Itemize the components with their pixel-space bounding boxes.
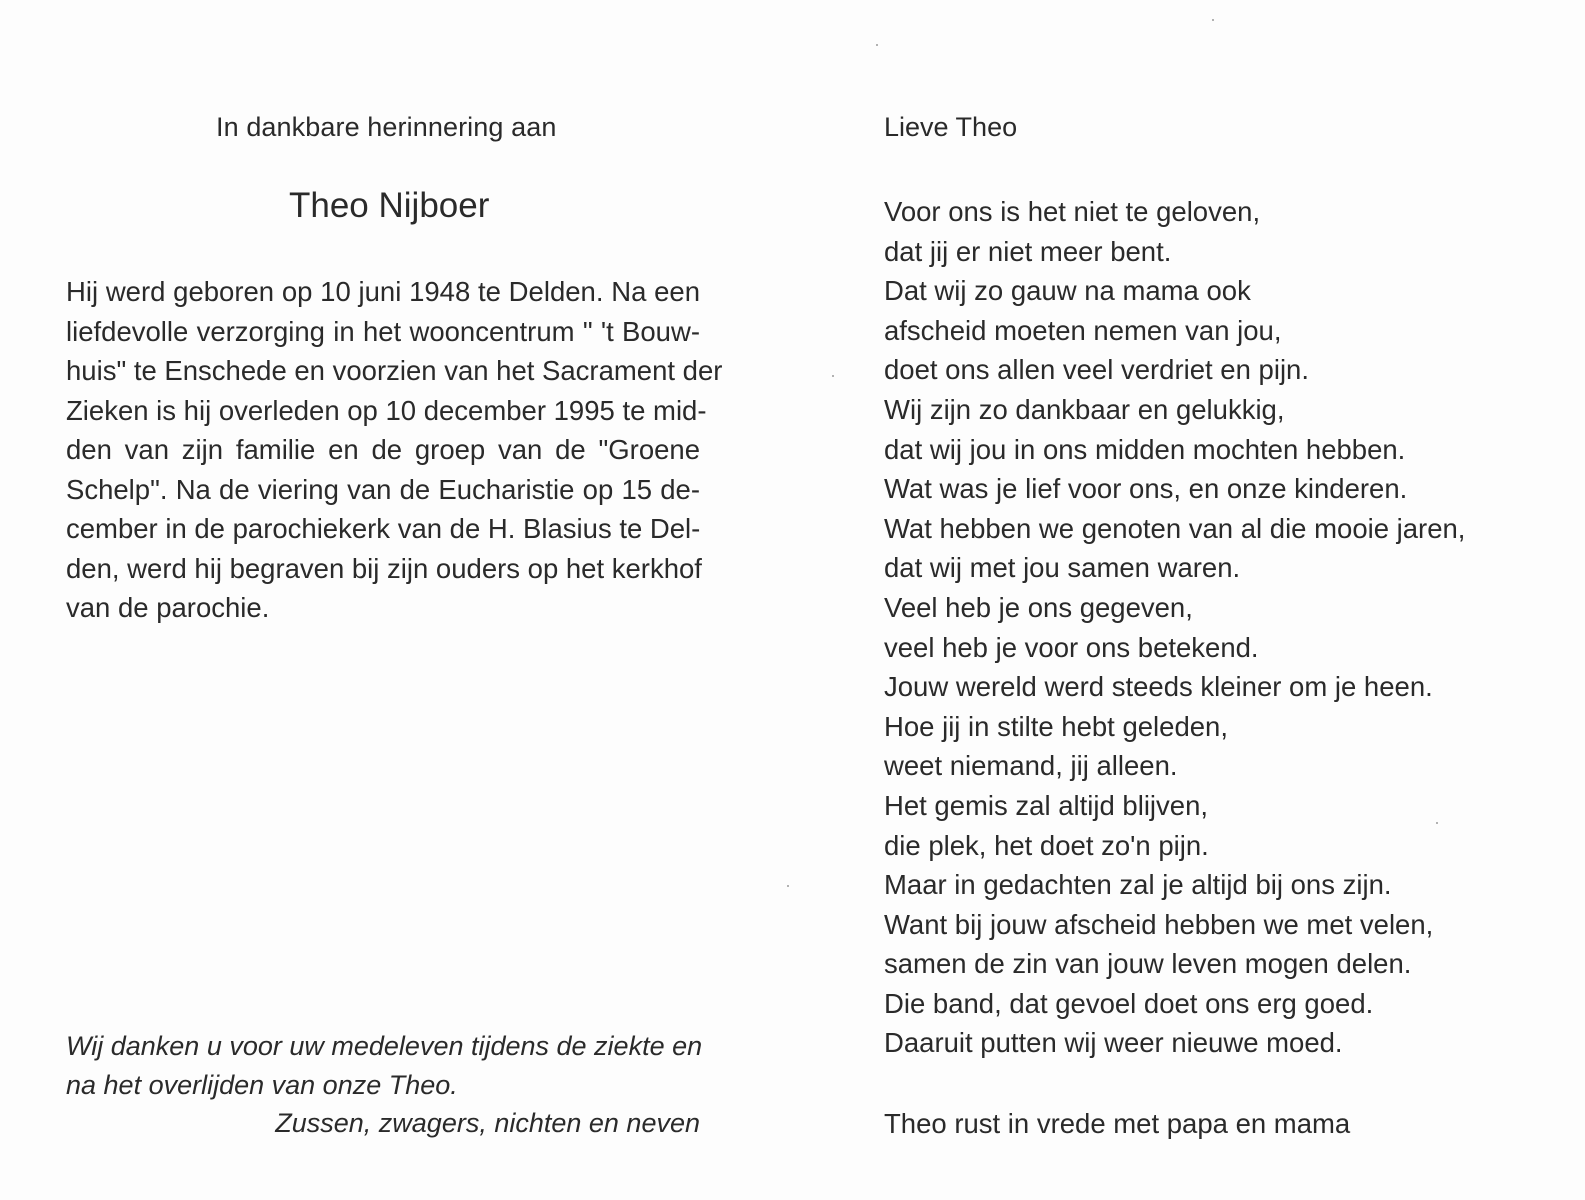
poem-line: veel heb je voor ons betekend. bbox=[884, 631, 1259, 663]
bio-line: huis" te Enschede en voorzien van het Sacrament der bbox=[66, 355, 723, 386]
paper-speck bbox=[832, 375, 834, 377]
bio-line: Schelp". Na de viering van de Eucharistie op 15 de- bbox=[66, 473, 700, 505]
bio-line: cember in de parochiekerk van de H. Blasius te Del- bbox=[66, 513, 701, 544]
paper-speck bbox=[1212, 19, 1214, 21]
poem-line: dat wij jou in ons midden mochten hebben. bbox=[884, 433, 1406, 465]
poem-line: die plek, het doet zo'n pijn. bbox=[884, 829, 1209, 861]
poem-line: Hoe jij in stilte hebt geleden, bbox=[884, 710, 1228, 742]
poem bbox=[884, 192, 1465, 1063]
paper-speck bbox=[787, 885, 789, 887]
poem-line: dat wij met jou samen waren. bbox=[884, 552, 1241, 584]
paper-speck bbox=[876, 44, 878, 46]
bio-line: Zieken is hij overleden op 10 december 1995 te mid- bbox=[66, 394, 707, 426]
biography bbox=[66, 272, 723, 628]
poem-line: afscheid moeten nemen van jou, bbox=[884, 314, 1282, 346]
thanks-note bbox=[66, 1027, 703, 1143]
bio-line: den van zijn familie en de groep van de "Groene bbox=[66, 434, 700, 465]
poem-line: Jouw wereld werd steeds kleiner om je heen. bbox=[884, 671, 1433, 703]
poem-line: Maar in gedachten zal je altijd bij ons zijn. bbox=[884, 869, 1392, 901]
bio-line: Hij werd geboren op 10 juni 1948 te Delden. Na een bbox=[66, 276, 700, 307]
bio-line: den, werd hij begraven bij zijn ouders op het kerkhof bbox=[66, 552, 702, 584]
poem-line: Wat was je lief voor ons, en onze kinderen. bbox=[884, 473, 1408, 505]
family-signature: Zussen, zwagers, nichten en neven bbox=[275, 1108, 700, 1138]
thanks-line: na het overlijden van onze Theo. bbox=[66, 1069, 458, 1100]
closing-line: Theo rust in vrede met papa en mama bbox=[884, 1108, 1351, 1139]
poem-line: doet ons allen veel verdriet en pijn. bbox=[884, 354, 1309, 386]
dedication-line: In dankbare herinnering aan bbox=[216, 112, 557, 142]
poem-line: Die band, dat gevoel doet ons erg goed. bbox=[884, 987, 1374, 1019]
poem-line: weet niemand, jij alleen. bbox=[884, 750, 1178, 782]
bio-line: liefdevolle verzorging in het wooncentrum " 't Bouw- bbox=[66, 315, 700, 347]
thanks-line: Wij danken u voor uw medeleven tijdens de ziekte en bbox=[66, 1031, 703, 1061]
poem-line: Want bij jouw afscheid hebben we met velen, bbox=[884, 908, 1434, 940]
deceased-name: Theo Nijboer bbox=[289, 186, 490, 225]
poem-line: Het gemis zal altijd blijven, bbox=[884, 789, 1209, 821]
poem-line: Voor ons is het niet te geloven, bbox=[884, 196, 1261, 227]
bio-line: van de parochie. bbox=[66, 592, 270, 623]
poem-line: dat jij er niet meer bent. bbox=[884, 235, 1172, 267]
poem-line: Wij zijn zo dankbaar en gelukkig, bbox=[884, 393, 1285, 425]
poem-line: samen de zin van jouw leven mogen delen. bbox=[884, 948, 1412, 980]
poem-line: Wat hebben we genoten van al die mooie jaren, bbox=[884, 512, 1466, 544]
salutation: Lieve Theo bbox=[884, 112, 1018, 142]
poem-line: Dat wij zo gauw na mama ook bbox=[884, 275, 1251, 307]
poem-line: Daaruit putten wij weer nieuwe moed. bbox=[884, 1027, 1343, 1059]
poem-line: Veel heb je ons gegeven, bbox=[884, 591, 1193, 623]
